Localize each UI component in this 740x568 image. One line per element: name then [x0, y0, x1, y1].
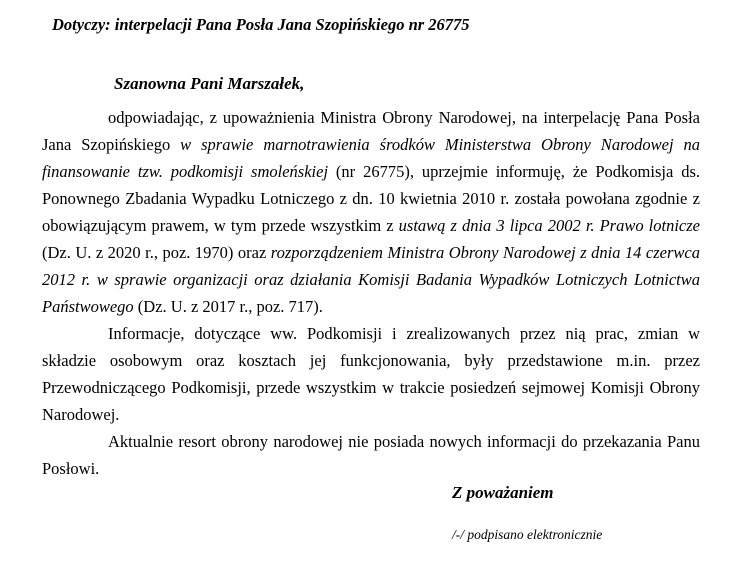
text-run: Aktualnie resort obrony narodowej nie posiada nowych informacji do przekazania Panu Posłowi. — [42, 432, 700, 478]
body-paragraph-1 — [42, 104, 700, 320]
subject-line: Dotyczy: interpelacji Pana Posła Jana Szopińskiego nr 26775 — [52, 15, 470, 34]
closing-phrase: Z poważaniem — [452, 483, 554, 502]
body-paragraph-3 — [42, 428, 700, 482]
text-run-italic: w sprawie marnotrawienia środków Ministerstwa Obrony Narodowej na finansowanie tzw. podkomisji smoleńskiej — [42, 135, 700, 181]
electronic-signature-note: /-/ podpisano elektronicznie — [452, 527, 603, 542]
text-run: Informacje, dotyczące ww. Podkomisji i zrealizowanych przez nią prac, zmian w składzie osobowym oraz kosztach jej funkcjonowania, były przedstawione m.in. przez Przewodniczącego Podkomisji, przede wszystkim w trakcie posiedzeń sejmowej Komisji Obrony Narodowej. — [42, 324, 700, 424]
letter-body — [42, 104, 700, 482]
text-run: odpowiadając, z upoważnienia Ministra Obrony Narodowej, na interpelację Pana Posła Jana Szopińskiego — [42, 108, 700, 154]
text-run-italic: rozporządzeniem Ministra Obrony Narodowej z dnia 14 czerwca 2012 r. w sprawie organizacji oraz działania Komisji Badania Wypadków Lotniczych Lotnictwa Państwowego — [42, 243, 700, 316]
text-run: (nr 26775), uprzejmie informuję, że Podkomisja ds. Ponownego Zbadania Wypadku Lotniczego z dn. 10 kwietnia 2010 r. została powołana zgodnie z obowiązującym prawem, w tym przede wszystkim z — [42, 162, 700, 235]
text-run: (Dz. U. z 2017 r., poz. 717). — [133, 297, 323, 316]
text-run: (Dz. U. z 2020 r., poz. 1970) oraz — [42, 243, 271, 262]
body-paragraph-2 — [42, 320, 700, 428]
text-run-italic: ustawą z dnia 3 lipca 2002 r. Prawo lotnicze — [398, 216, 700, 235]
salutation: Szanowna Pani Marszałek, — [114, 74, 305, 93]
